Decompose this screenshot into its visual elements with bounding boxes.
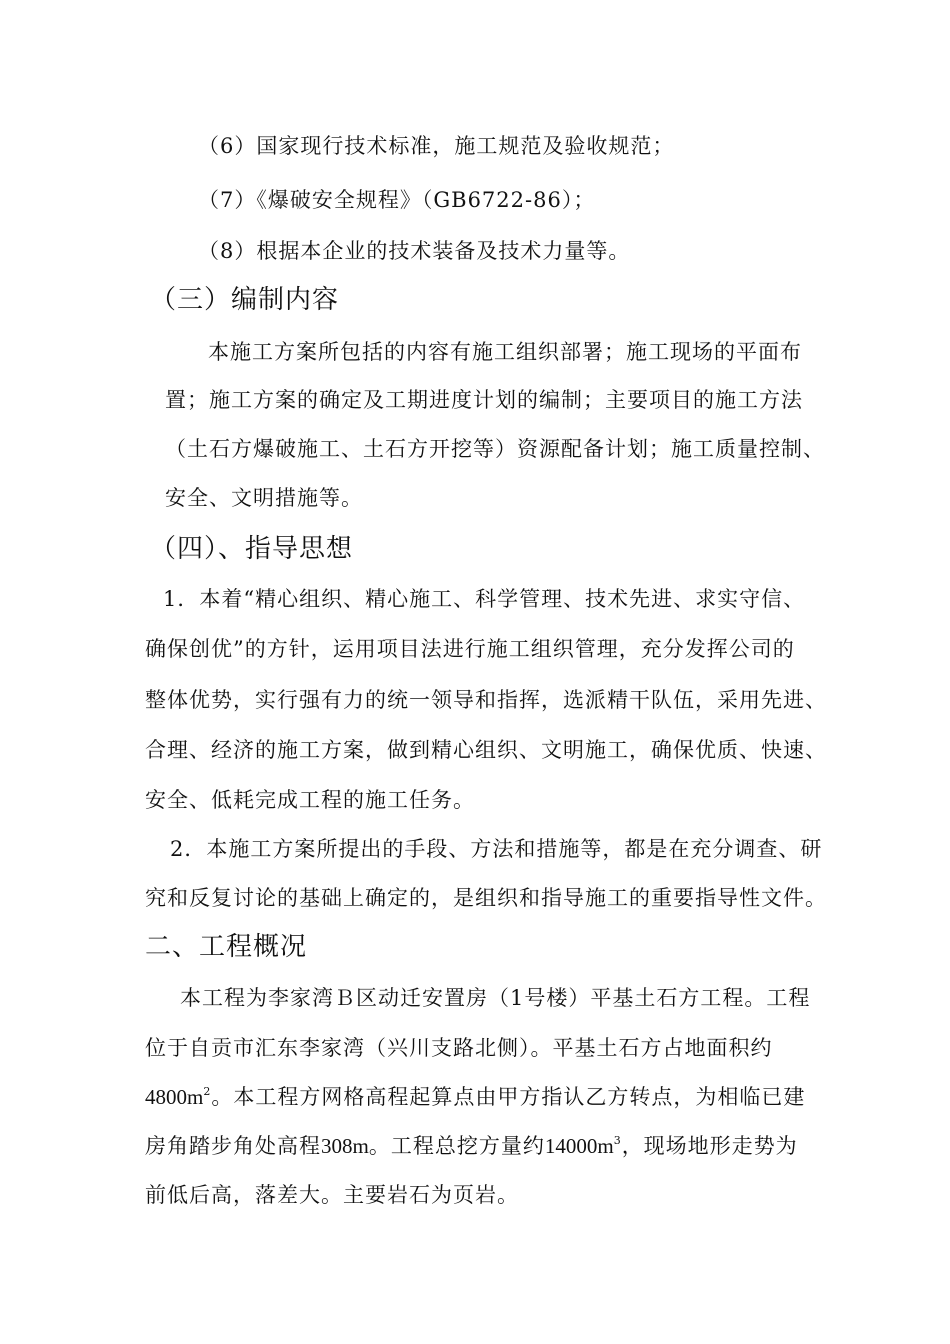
section-heading-guiding-principles: （四）、指导思想 xyxy=(150,534,354,564)
paragraph-line: 位于自贡市汇东李家湾（兴川支路北侧）。平基土石方占地面积约 xyxy=(145,1036,773,1060)
paragraph-text: 。本工程方网格高程起算点由甲方指认乙方转点，为相临已建 xyxy=(211,1085,806,1109)
paragraph-text: ，现场地形走势为 xyxy=(621,1134,798,1158)
list-item: （7）《爆破安全规程》（GB6722-86）； xyxy=(198,188,596,212)
area-value: 4800m xyxy=(145,1085,204,1109)
list-item: （8）根据本企业的技术装备及技术力量等。 xyxy=(198,239,631,263)
paragraph-line: 究和反复讨论的基础上确定的，是组织和指导施工的重要指导性文件。 xyxy=(145,886,827,910)
paragraph-line: 本工程为李家湾Ｂ区动迁安置房（1号楼）平基土石方工程。工程 xyxy=(180,986,811,1010)
paragraph-line xyxy=(145,1082,805,1112)
paragraph-line: 1．本着“精心组织、精心施工、科学管理、技术先进、求实守信、 xyxy=(163,587,806,611)
volume-value: 14000m xyxy=(544,1134,614,1158)
paragraph-line: 整体优势，实行强有力的统一领导和指挥，选派精干队伍，采用先进、 xyxy=(145,688,827,712)
paragraph-text: 房角踏步角处高程 xyxy=(145,1134,321,1158)
list-item: （6）国家现行技术标准，施工规范及验收规范； xyxy=(198,134,675,158)
paragraph-text: 。工程总挖方量约 xyxy=(368,1134,545,1158)
paragraph-line: 安全、低耗完成工程的施工任务。 xyxy=(145,788,475,812)
volume-exponent: 3 xyxy=(613,1134,622,1147)
chapter-heading-project-overview: 二、工程概况 xyxy=(145,932,308,962)
paragraph-line: （土石方爆破施工、土石方开挖等）资源配备计划；施工质量控制、 xyxy=(165,437,825,461)
paragraph-line: 前低后高，落差大。主要岩石为页岩。 xyxy=(145,1183,519,1207)
paragraph-line: 合理、经济的施工方案，做到精心组织、文明施工，确保优质、快速、 xyxy=(145,738,827,762)
elevation-value: 308m xyxy=(321,1134,369,1158)
section-heading-compilation: （三）编制内容 xyxy=(150,285,340,315)
paragraph-line: 置；施工方案的确定及工期进度计划的编制；主要项目的施工方法 xyxy=(165,388,803,412)
paragraph-line: 安全、文明措施等。 xyxy=(165,486,363,510)
paragraph-line xyxy=(145,1131,798,1161)
paragraph-line: 确保创优”的方针，运用项目法进行施工组织管理，充分发挥公司的 xyxy=(145,637,795,661)
paragraph-line: 2．本施工方案所提出的手段、方法和措施等，都是在充分调查、研 xyxy=(170,837,823,861)
area-exponent: 2 xyxy=(203,1085,212,1098)
paragraph-line: 本施工方案所包括的内容有施工组织部署；施工现场的平面布 xyxy=(208,340,802,364)
